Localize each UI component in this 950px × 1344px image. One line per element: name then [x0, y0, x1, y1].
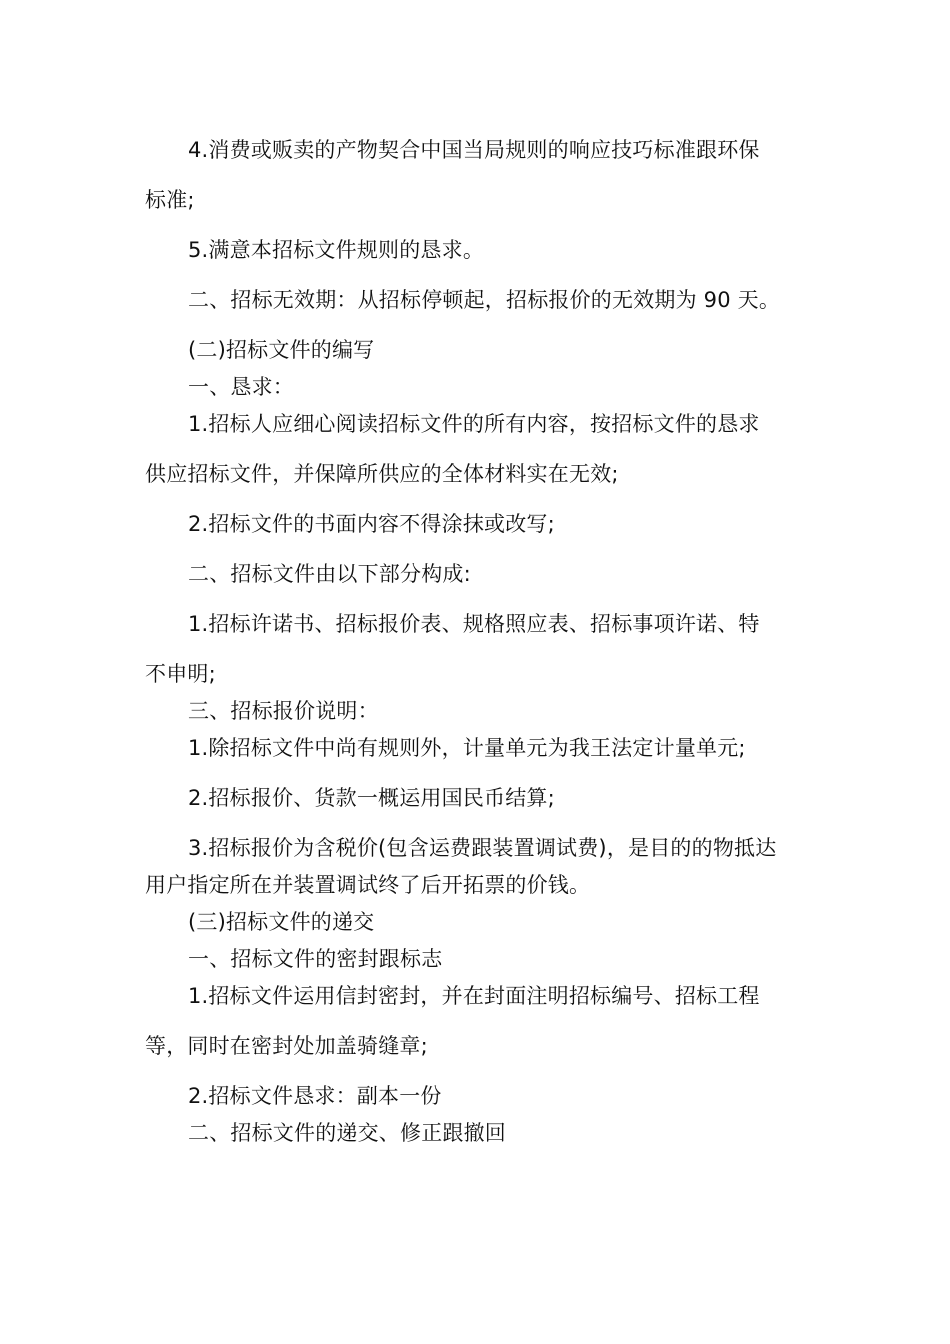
text-line: 1.招标人应细心阅读招标文件的所有内容，按招标文件的恳求 — [188, 412, 760, 436]
text-line: 二、招标无效期：从招标停顿起，招标报价的无效期为 90 天。 — [188, 288, 781, 312]
text-line: 4.消费或贩卖的产物契合中国当局规则的响应技巧标准跟环保 — [188, 138, 760, 162]
text-line: 标准; — [145, 188, 195, 212]
text-line: 2.招标文件恳求：副本一份 — [188, 1084, 442, 1108]
text-line: 3.招标报价为含税价(包含运费跟装置调试费)，是目的的物抵达 — [188, 836, 777, 860]
text-line: 用户指定所在并装置调试终了后开拓票的价钱。 — [145, 873, 591, 897]
subsection-heading: 二、招标文件的递交、修正跟撤回 — [188, 1121, 506, 1145]
text-line: 等，同时在密封处加盖骑缝章; — [145, 1034, 428, 1058]
text-line: 1.招标许诺书、招标报价表、规格照应表、招标事项许诺、特 — [188, 612, 760, 636]
text-line: 2.招标报价、货款一概运用国民币结算; — [188, 786, 555, 810]
subsection-heading: 三、招标报价说明： — [188, 699, 379, 723]
subsection-heading: 一、恳求： — [188, 375, 294, 399]
section-heading: (二)招标文件的编写 — [188, 338, 375, 362]
text-line: 不申明; — [145, 662, 216, 686]
subsection-heading: 二、招标文件由以下部分构成: — [188, 562, 471, 586]
text-line: 1.除招标文件中尚有规则外，计量单元为我王法定计量单元; — [188, 736, 746, 760]
section-heading: (三)招标文件的递交 — [188, 910, 375, 934]
text-line: 1.招标文件运用信封密封，并在封面注明招标编号、招标工程 — [188, 984, 760, 1008]
text-line: 5.满意本招标文件规则的恳求。 — [188, 238, 485, 262]
text-line: 供应招标文件，并保障所供应的全体材料实在无效; — [145, 462, 619, 486]
text-line: 2.招标文件的书面内容不得涂抹或改写; — [188, 512, 555, 536]
subsection-heading: 一、招标文件的密封跟标志 — [188, 947, 443, 971]
